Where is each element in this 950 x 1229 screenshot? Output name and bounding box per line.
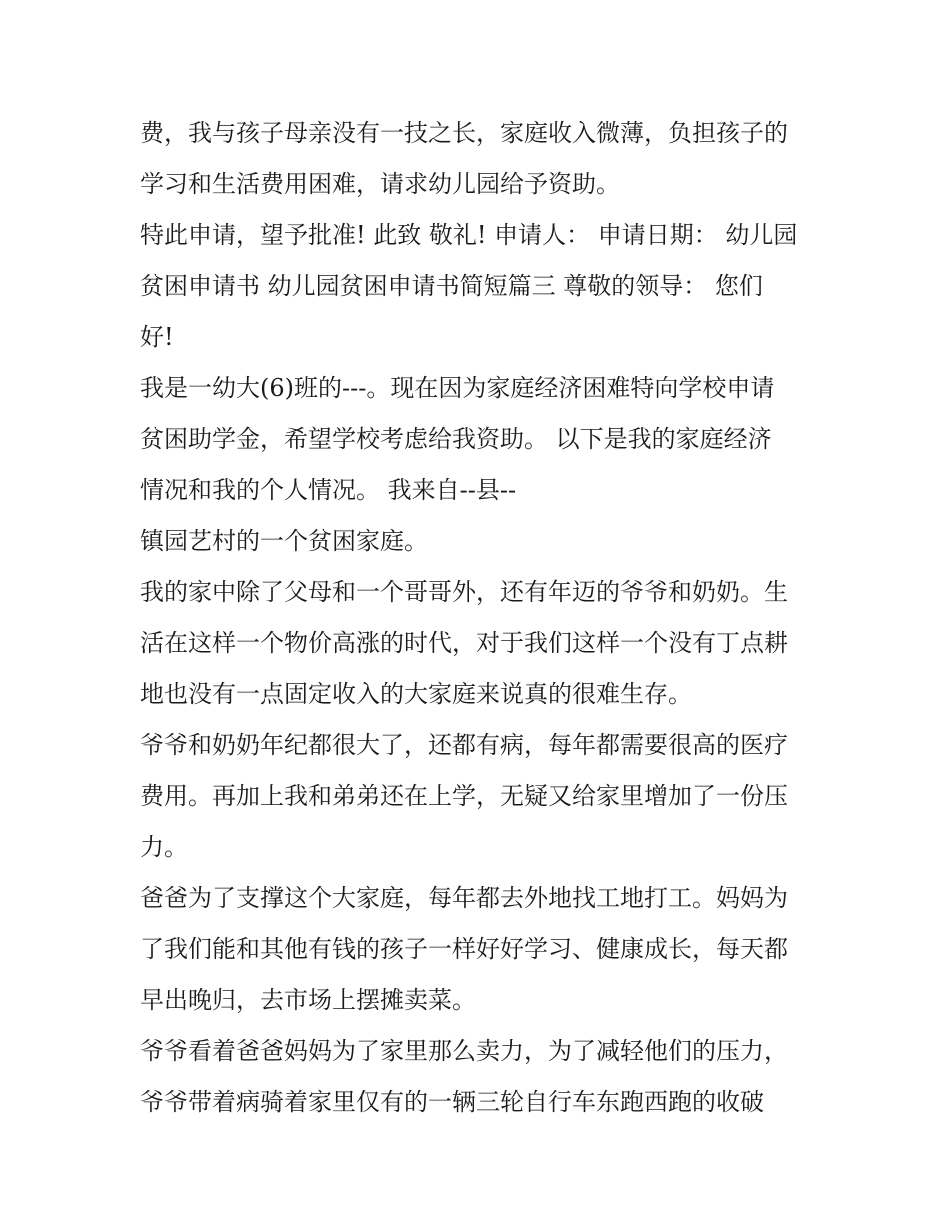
body-text xyxy=(140,108,820,1128)
text-line: 力。 xyxy=(140,833,188,861)
text-line: 爸爸为了支撑这个大家庭，每年都去外地找工地打工。妈妈为 xyxy=(140,884,788,912)
text-line: 我是一幼大(6)班的---。现在因为家庭经济困难特向学校申请 xyxy=(140,374,775,402)
text-line: 贫困助学金，希望学校考虑给我资助。 以下是我的家庭经济 xyxy=(140,425,772,453)
text-line: 费，我与孩子母亲没有一技之长，家庭收入微薄，负担孩子的 xyxy=(140,119,788,147)
text-line: 学习和生活费用困难，请求幼儿园给予资助。 xyxy=(140,170,620,198)
text-line: 爷爷和奶奶年纪都很大了，还都有病，每年都需要很高的医疗 xyxy=(140,731,788,759)
text-line: 镇园艺村的一个贫困家庭。 xyxy=(140,527,428,555)
text-line: 特此申请，望予批准! 此致 敬礼! 申请人： 申请日期： 幼儿园 xyxy=(140,221,798,249)
text-line: 情况和我的个人情况。 我来自--县-- xyxy=(140,476,517,504)
text-line: 费用。再加上我和弟弟还在上学，无疑又给家里增加了一份压 xyxy=(140,782,788,810)
text-line: 活在这样一个物价高涨的时代，对于我们这样一个没有丁点耕 xyxy=(140,629,788,657)
text-line: 贫困申请书 幼儿园贫困申请书简短篇三 尊敬的领导： 您们 xyxy=(140,272,763,300)
text-line: 好! xyxy=(140,323,174,351)
text-line: 爷爷带着病骑着家里仅有的一辆三轮自行车东跑西跑的收破 xyxy=(140,1088,764,1116)
text-line: 爷爷看着爸爸妈妈为了家里那么卖力，为了减轻他们的压力， xyxy=(140,1037,788,1065)
text-line: 早出晚归，去市场上摆摊卖菜。 xyxy=(140,986,476,1014)
text-line: 地也没有一点固定收入的大家庭来说真的很难生存。 xyxy=(140,680,692,708)
text-line: 我的家中除了父母和一个哥哥外，还有年迈的爷爷和奶奶。生 xyxy=(140,578,788,606)
text-line: 了我们能和其他有钱的孩子一样好好学习、健康成长，每天都 xyxy=(140,935,788,963)
